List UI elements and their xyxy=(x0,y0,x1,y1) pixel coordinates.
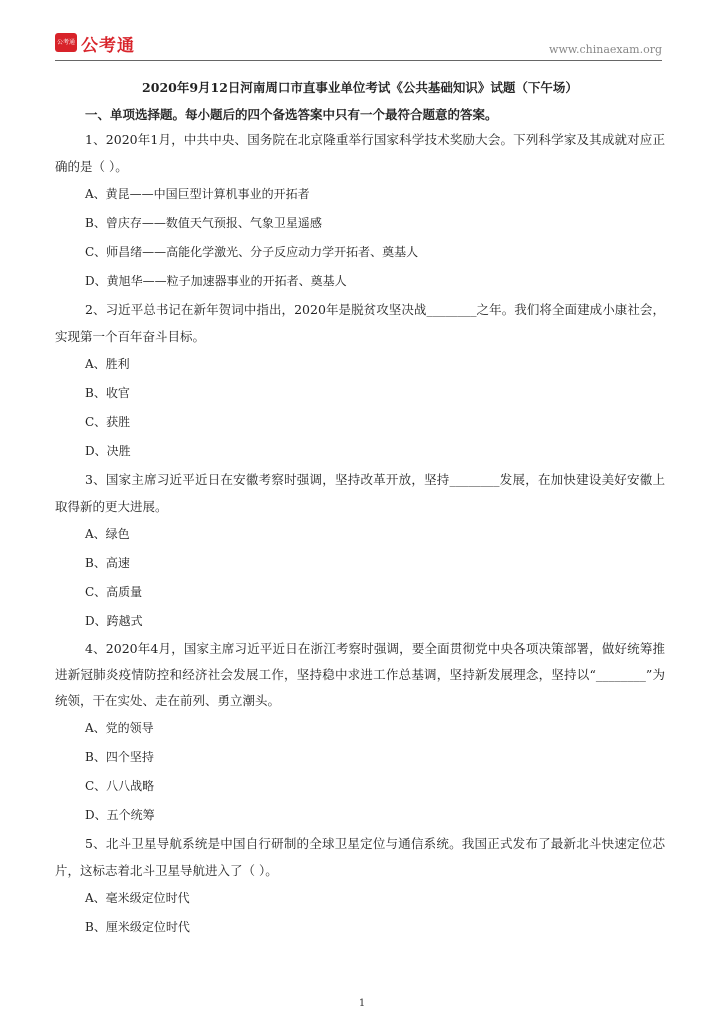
document-title: 2020年9月12日河南周口市直事业单位考试《公共基础知识》试题（下午场） xyxy=(142,80,578,95)
question-3-option-b: B、高速 xyxy=(85,556,130,570)
question-4-option-b: B、四个坚持 xyxy=(85,750,154,764)
question-2-option-b: B、收官 xyxy=(85,386,130,400)
site-url: www.chinaexam.org xyxy=(549,43,662,56)
question-2-option-d: D、决胜 xyxy=(85,444,131,458)
section-heading: 一、单项选择题。每小题后的四个备选答案中只有一个最符合题意的答案。 xyxy=(85,107,498,122)
question-2-stem: 2、习近平总书记在新年贺词中指出，2020年是脱贫攻坚决战________之年。我们将全面建成小康社会，实现第一个百年奋斗目标。 xyxy=(55,302,665,344)
question-1-option-a: A、黄昆——中国巨型计算机事业的开拓者 xyxy=(85,187,310,201)
question-1-option-d: D、黄旭华——粒子加速器事业的开拓者、奠基人 xyxy=(85,274,347,288)
question-5-option-b: B、厘米级定位时代 xyxy=(85,920,190,934)
question-5-stem: 5、北斗卫星导航系统是中国自行研制的全球卫星定位与通信系统。我国正式发布了最新北斗快速定位芯片，这标志着北斗卫星导航进入了（ ）。 xyxy=(55,836,665,878)
question-3-option-d: D、跨越式 xyxy=(85,614,143,628)
question-1-option-c: C、师昌绪——高能化学激光、分子反应动力学开拓者、奠基人 xyxy=(85,245,419,259)
header-divider xyxy=(55,60,662,61)
logo-text: 公考通 xyxy=(81,36,135,56)
question-4-option-c: C、八八战略 xyxy=(85,779,155,793)
document-body xyxy=(55,78,665,942)
question-1-stem: 1、2020年1月，中共中央、国务院在北京隆重举行国家科学技术奖励大会。下列科学家及其成就对应正确的是（ ）。 xyxy=(55,132,665,174)
question-1-option-b: B、曾庆存——数值天气预报、气象卫星遥感 xyxy=(85,216,322,230)
question-4-option-d: D、五个统筹 xyxy=(85,808,155,822)
logo-badge-icon: 公考通 xyxy=(55,33,77,52)
page-number: 1 xyxy=(358,998,366,1009)
question-2-option-c: C、获胜 xyxy=(85,415,131,429)
question-3-option-c: C、高质量 xyxy=(85,585,143,599)
question-3-stem: 3、国家主席习近平近日在安徽考察时强调，坚持改革开放，坚持________发展，在加快建设美好安徽上取得新的更大进展。 xyxy=(55,472,665,514)
question-4-option-a: A、党的领导 xyxy=(85,721,154,735)
question-2-option-a: A、胜利 xyxy=(85,357,130,371)
question-4-stem: 4、2020年4月，国家主席习近平近日在浙江考察时强调，要全面贯彻党中央各项决策部署，做好统筹推进新冠肺炎疫情防控和经济社会发展工作，坚持稳中求进工作总基调，坚持新发展理念，坚持以“________”为统领，干在实处、走在前列、勇立潮头。 xyxy=(55,641,665,708)
page-header xyxy=(0,0,724,62)
question-5-option-a: A、毫米级定位时代 xyxy=(85,891,190,905)
question-3-option-a: A、绿色 xyxy=(85,527,130,541)
